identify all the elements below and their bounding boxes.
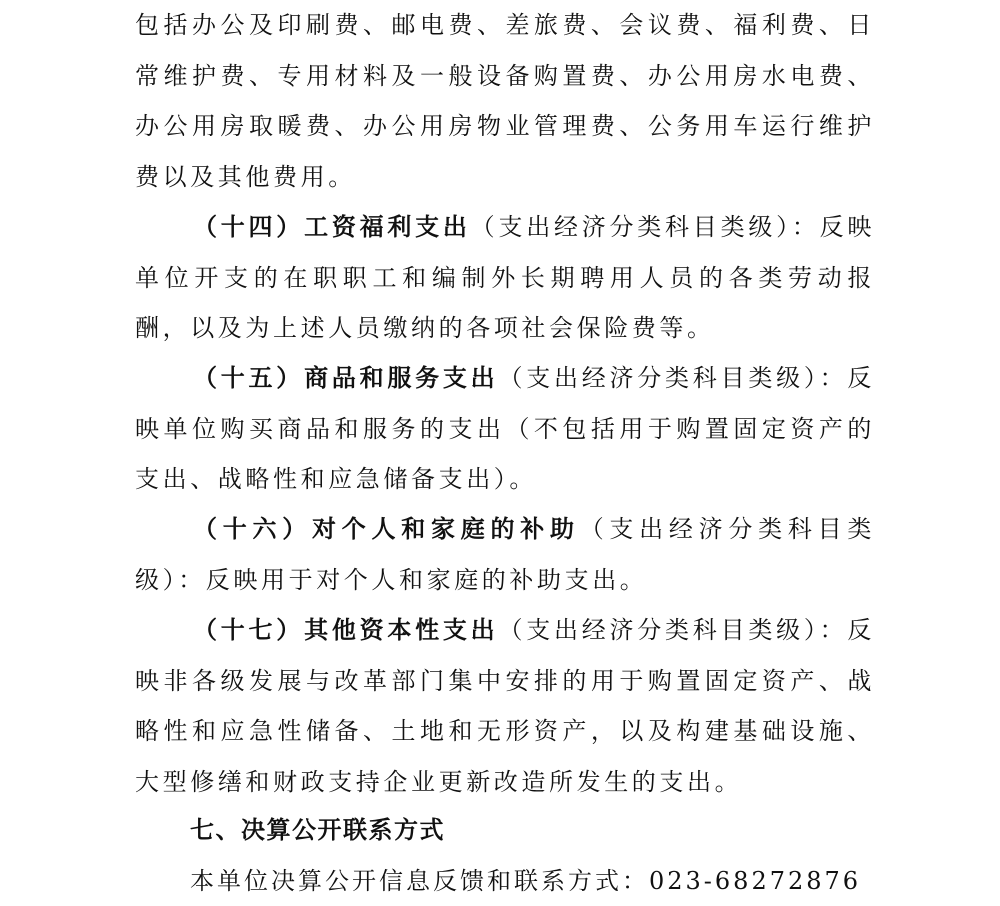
contact-line: 本单位决算公开信息反馈和联系方式：023-68272876 — [190, 867, 862, 895]
paragraph-16-household-subsidy — [135, 504, 875, 605]
paragraph-text: （支出经济分类科目类级）：反映非各级发展与改革部门集中安排的用于购置固定资产、战略性和应急性储备、土地和无形资产，以及构建基础设施、大型修缮和财政支持企业更新改造所发生的支出。 — [135, 616, 875, 796]
paragraph-text: （支出经济分类科目类级）：反映单位开支的在职职工和编制外长期聘用人员的各类劳动报酬，以及为上述人员缴纳的各项社会保险费等。 — [135, 213, 876, 342]
section-heading: 七、决算公开联系方式 — [190, 816, 445, 844]
paragraph-text: 包括办公及印刷费、邮电费、差旅费、会议费、福利费、日常维护费、专用材料及一般设备购置费、办公用房水电费、办公用房取暖费、办公用房物业管理费、公务用车运行维护费以及其他费用。 — [135, 11, 875, 191]
paragraph-title: （十六）对个人和家庭的补助 — [193, 514, 580, 543]
paragraph-text: （支出经济分类科目类级）：反映用于对个人和家庭的补助支出。 — [135, 515, 875, 594]
paragraph-other-expenses — [135, 0, 875, 202]
paragraph-17-other-capital — [135, 605, 875, 807]
paragraph-text: （支出经济分类科目类级）：反映单位购买商品和服务的支出（不包括用于购置固定资产的支出、战略性和应急储备支出）。 — [135, 364, 875, 493]
paragraph-15-goods-services — [135, 353, 875, 505]
paragraph-title: （十四）工资福利支出 — [193, 212, 471, 241]
paragraph-title: （十五）商品和服务支出 — [193, 363, 499, 392]
paragraph-title: （十七）其他资本性支出 — [193, 615, 499, 644]
paragraph-14-salary-welfare — [135, 202, 875, 354]
